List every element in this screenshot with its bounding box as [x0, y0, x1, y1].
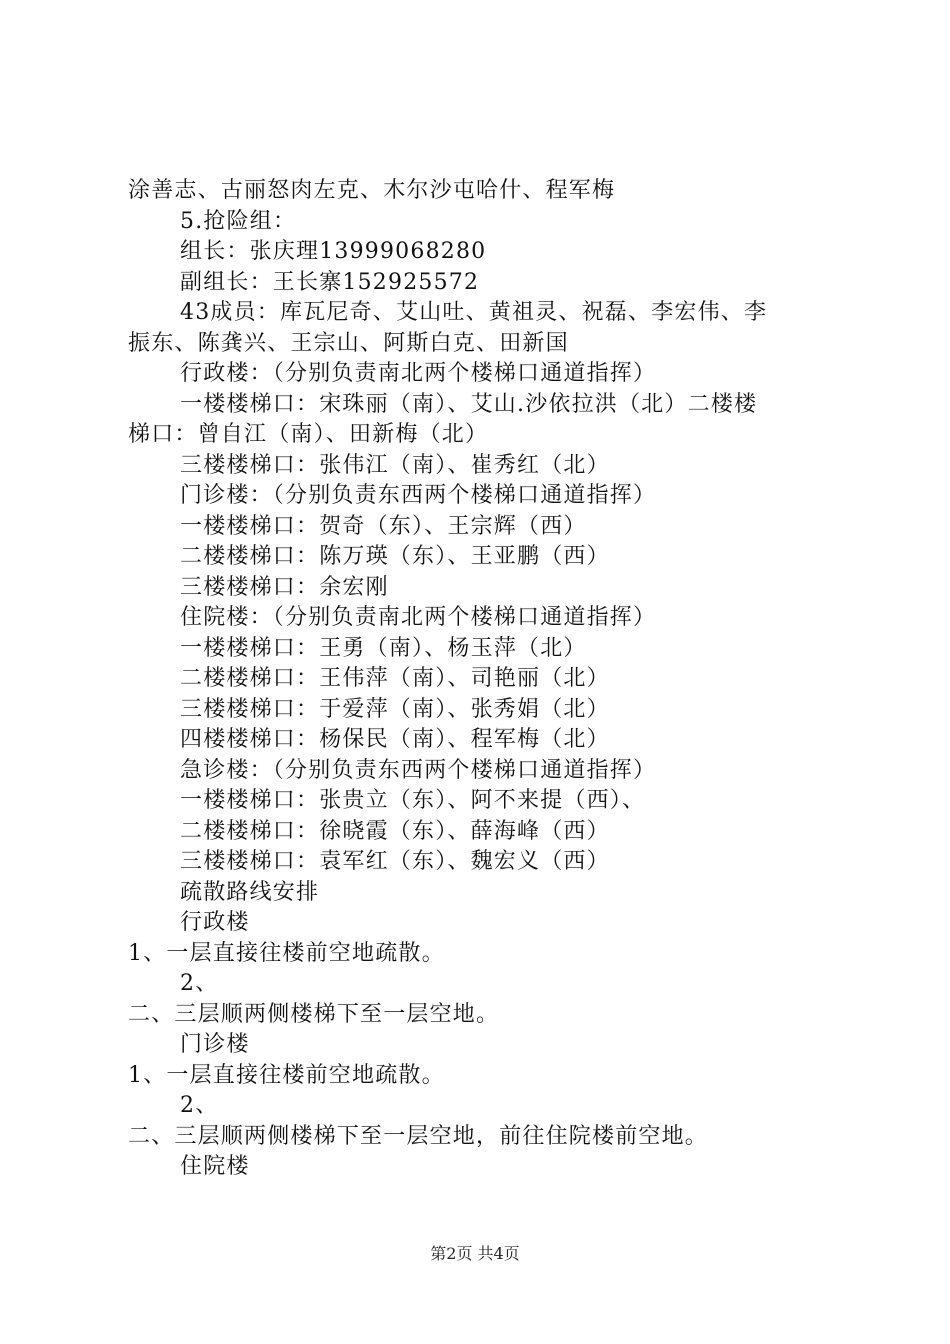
text-line: 二楼楼梯口：王伟萍（南）、司艳丽（北）	[180, 666, 610, 691]
text-line: 涂善志、古丽怒肉左克、木尔沙屯哈什、程军梅	[128, 178, 616, 203]
text-line: 2、	[180, 1093, 219, 1118]
text-line: 住院楼	[180, 1154, 250, 1179]
document-body	[128, 176, 848, 1183]
text-line: 疏散路线安排	[180, 879, 320, 905]
text-line: 梯口：曾自江（南）、田新梅（北）	[128, 422, 489, 447]
text-line: 急诊楼：（分别负责东西两个楼梯口通道指挥）	[180, 757, 657, 783]
text-line: 二楼楼梯口：陈万瑛（东）、王亚鹏（西）	[180, 544, 610, 569]
text-line: 四楼楼梯口：杨保民（南）、程军梅（北）	[180, 727, 610, 752]
text-line: 二、三层顺两侧楼梯下至一层空地。	[128, 1001, 500, 1027]
text-line: 二、三层顺两侧楼梯下至一层空地，前往住院楼前空地。	[128, 1123, 709, 1149]
text-line: 行政楼	[180, 910, 250, 935]
text-line: 振东、陈龚兴、王宗山、阿斯白克、田新国	[128, 330, 569, 356]
text-line: 三楼楼梯口：于爱萍（南）、张秀娟（北）	[180, 696, 610, 722]
text-line: 三楼楼梯口：余宏刚	[180, 574, 389, 600]
text-line: 组长：张庆理13999068280	[180, 239, 487, 264]
text-line: 一楼楼梯口：宋珠丽（南）、艾山.沙依拉洪（北）二楼楼	[180, 391, 758, 417]
text-line: 三楼楼梯口：张伟江（南）、崔秀红（北）	[180, 452, 610, 478]
page-footer: 第2页 共4页	[430, 1244, 520, 1263]
text-line: 副组长：王长寨152925572	[180, 269, 480, 295]
text-line: 2、	[180, 971, 219, 996]
text-line: 一楼楼梯口：贺奇（东）、王宗辉（西）	[180, 513, 587, 539]
text-line: 一楼楼梯口：王勇（南）、杨玉萍（北）	[180, 635, 587, 661]
text-line: 43成员：库瓦尼奇、艾山吐、黄祖灵、祝磊、李宏伟、李	[180, 300, 768, 325]
text-line: 5.抢险组：	[180, 208, 297, 234]
text-line: 1、一层直接往楼前空地疏散。	[128, 1062, 445, 1088]
text-line: 门诊楼	[180, 1032, 250, 1057]
text-line: 住院楼：（分别负责南北两个楼梯口通道指挥）	[180, 605, 657, 630]
text-line: 门诊楼：（分别负责东西两个楼梯口通道指挥）	[180, 483, 657, 508]
text-line: 行政楼：（分别负责南北两个楼梯口通道指挥）	[180, 361, 657, 386]
text-line: 一楼楼梯口：张贵立（东）、阿不来提（西）、	[180, 788, 646, 813]
text-line: 二楼楼梯口：徐晓霞（东）、薛海峰（西）	[180, 818, 610, 844]
text-line: 1、一层直接往楼前空地疏散。	[128, 940, 445, 966]
text-line: 三楼楼梯口：袁军红（东）、魏宏义（西）	[180, 849, 610, 874]
